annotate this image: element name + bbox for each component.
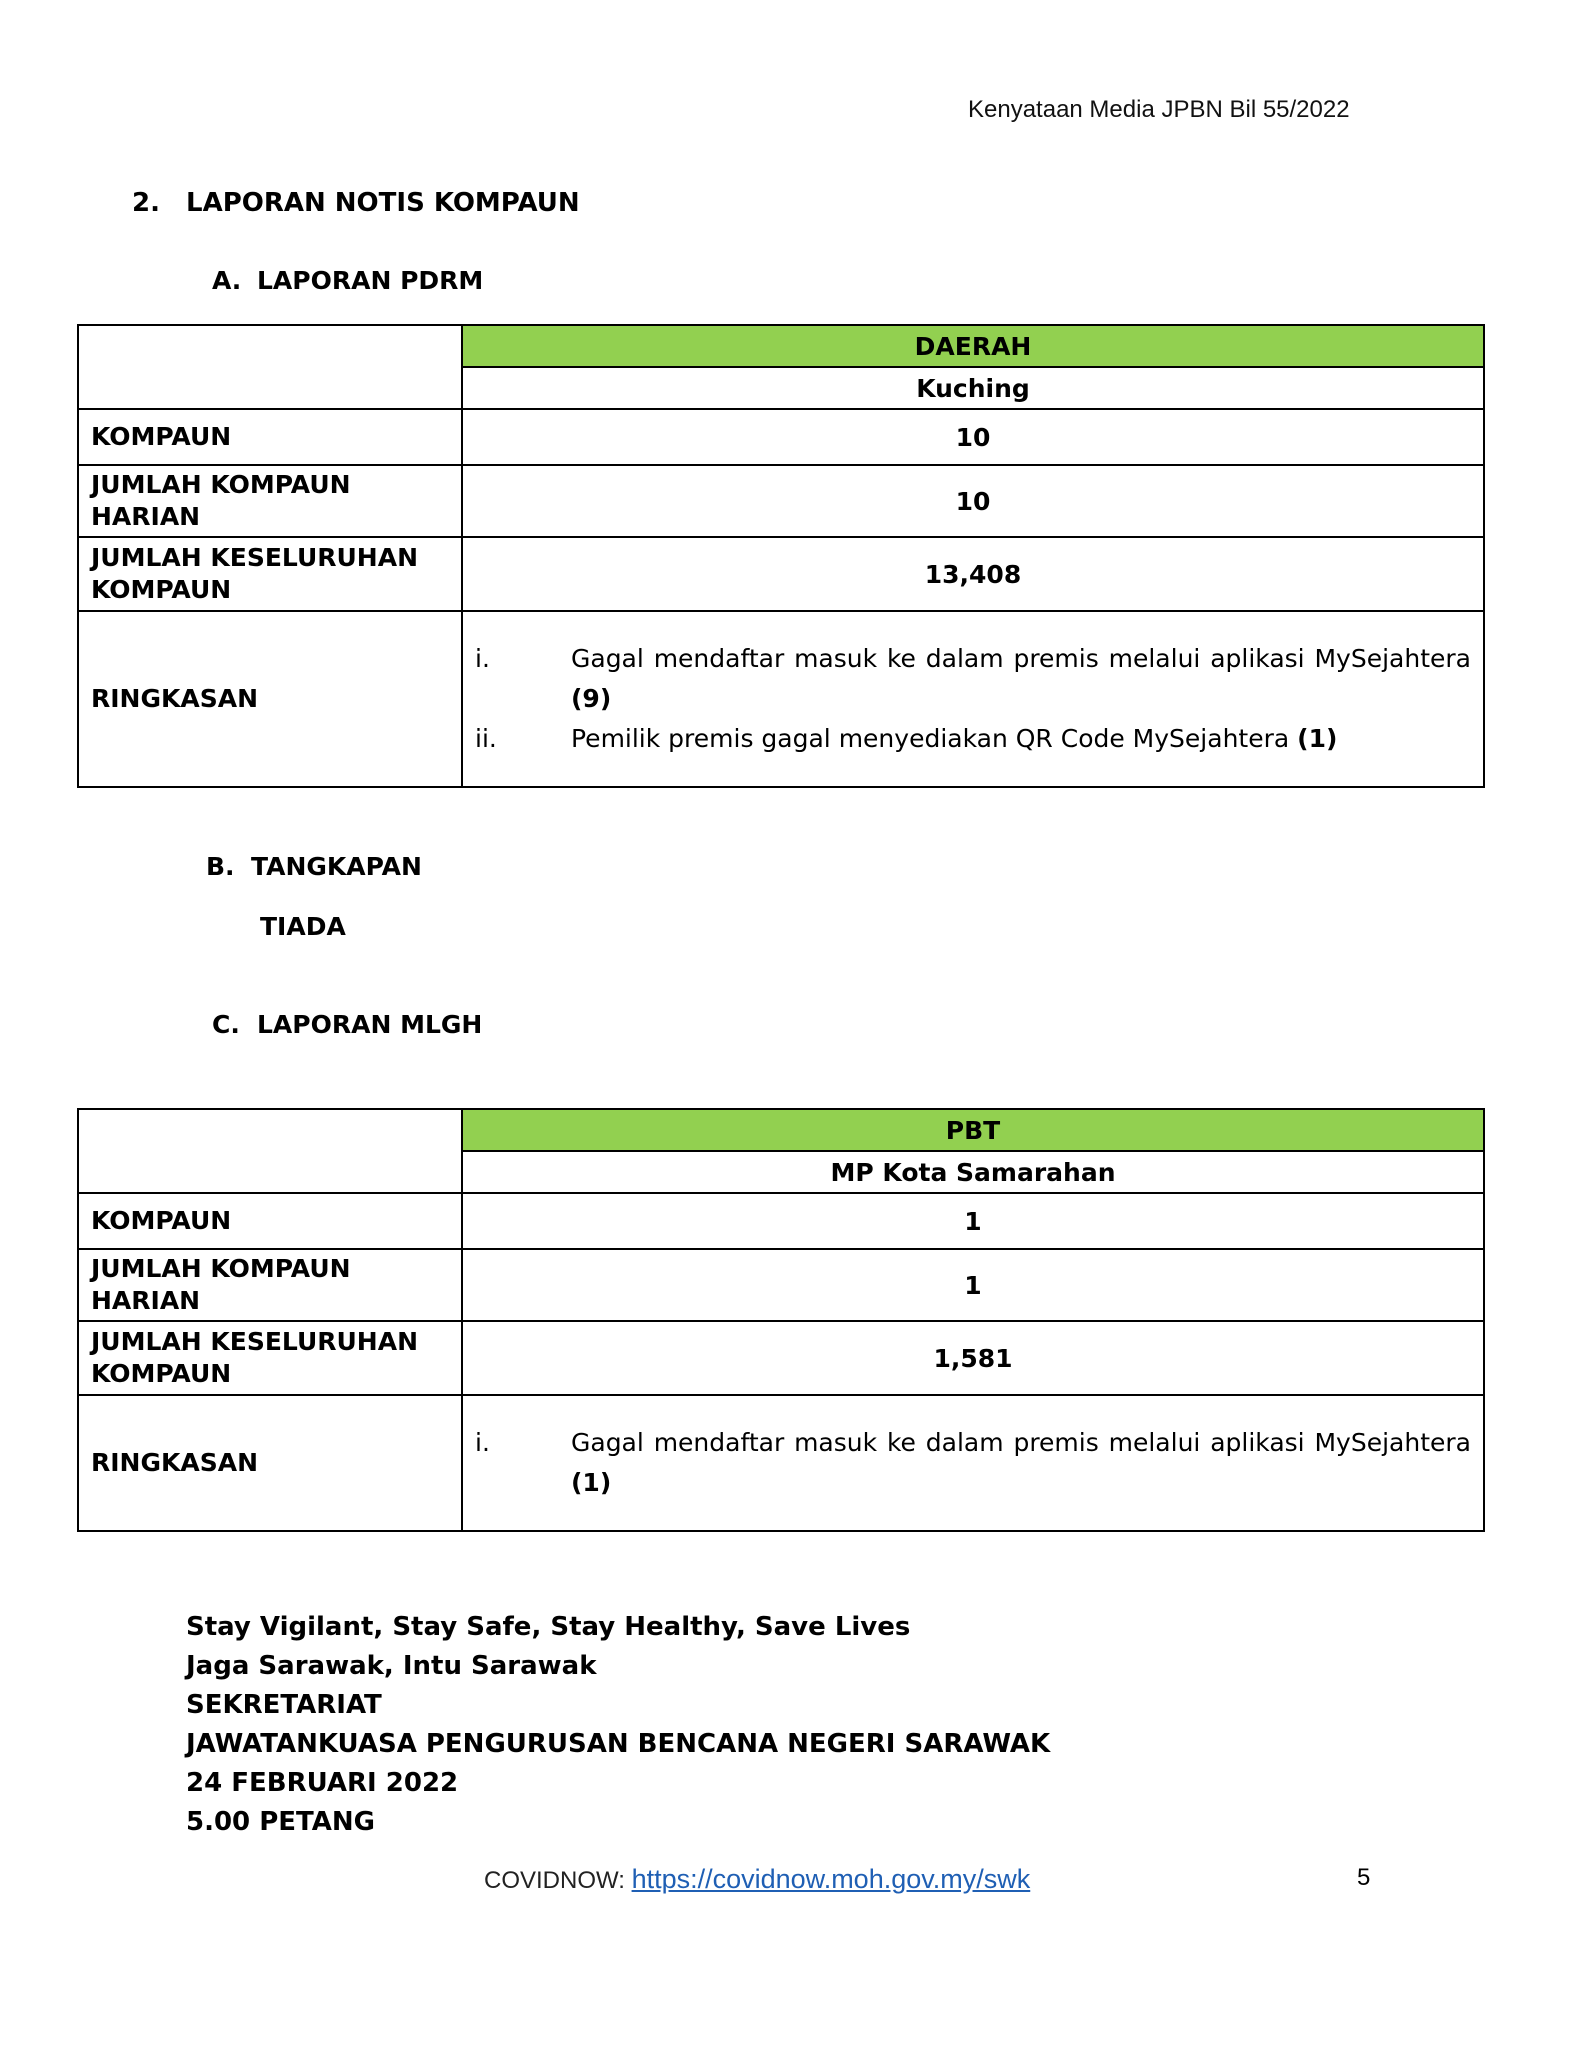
mlgh-group-header: PBT <box>462 1109 1484 1151</box>
pdrm-summary <box>462 611 1484 787</box>
label-line: JUMLAH KESELURUHAN <box>91 1327 419 1356</box>
summary-text <box>571 719 1471 759</box>
table-corner-cell <box>78 1109 462 1193</box>
closing-slogan: Stay Vigilant, Stay Safe, Stay Healthy, Save Lives <box>186 1612 911 1642</box>
pdrm-group-header: DAERAH <box>462 325 1484 367</box>
summary-text-body: Gagal mendaftar masuk ke dalam premis melalui aplikasi MySejahtera <box>571 1428 1471 1457</box>
pdrm-harian-label <box>78 465 462 537</box>
mlgh-ringkasan-label: RINGKASAN <box>78 1395 462 1531</box>
pdrm-kompaun-label: KOMPAUN <box>78 409 462 465</box>
mlgh-keseluruhan-value: 1,581 <box>462 1321 1484 1395</box>
header-reference: Kenyataan Media JPBN Bil 55/2022 <box>968 96 1350 123</box>
mlgh-title: LAPORAN MLGH <box>257 1010 483 1039</box>
label-line: KOMPAUN <box>91 575 232 604</box>
summary-text <box>571 639 1471 719</box>
summary-roman: i. <box>475 644 490 673</box>
pdrm-keseluruhan-value: 13,408 <box>462 537 1484 611</box>
pdrm-harian-value: 10 <box>462 465 1484 537</box>
label-line: KOMPAUN <box>91 1359 232 1388</box>
pdrm-heading <box>212 266 483 295</box>
label-line: JUMLAH KESELURUHAN <box>91 543 419 572</box>
summary-count: (1) <box>571 1468 612 1497</box>
mlgh-keseluruhan-label <box>78 1321 462 1395</box>
summary-count: (1) <box>1297 724 1338 753</box>
label-line: JUMLAH KOMPAUN <box>91 470 351 499</box>
summary-text <box>571 1423 1471 1503</box>
tangkapan-title: TANGKAPAN <box>251 852 422 881</box>
mlgh-harian-value: 1 <box>462 1249 1484 1321</box>
tangkapan-status: TIADA <box>260 912 346 941</box>
page-number: 5 <box>1357 1864 1371 1891</box>
pdrm-letter: A. <box>212 266 242 295</box>
mlgh-location: MP Kota Samarahan <box>462 1151 1484 1193</box>
covidnow-link[interactable]: https://covidnow.moh.gov.my/swk <box>631 1864 1031 1894</box>
closing-motto: Jaga Sarawak, Intu Sarawak <box>186 1651 597 1681</box>
mlgh-kompaun-label: KOMPAUN <box>78 1193 462 1249</box>
section-number: 2. <box>132 188 160 218</box>
closing-secretariat: SEKRETARIAT <box>186 1690 382 1720</box>
pdrm-title: LAPORAN PDRM <box>257 266 484 295</box>
summary-roman: i. <box>475 1428 490 1457</box>
pdrm-location: Kuching <box>462 367 1484 409</box>
mlgh-kompaun-value: 1 <box>462 1193 1484 1249</box>
section-title: LAPORAN NOTIS KOMPAUN <box>186 188 580 218</box>
closing-committee: JAWATANKUASA PENGURUSAN BENCANA NEGERI SARAWAK <box>186 1729 1051 1759</box>
mlgh-harian-label <box>78 1249 462 1321</box>
pdrm-ringkasan-label: RINGKASAN <box>78 611 462 787</box>
summary-count: (9) <box>571 684 612 713</box>
section-heading <box>132 188 580 218</box>
footer <box>484 1864 1030 1895</box>
summary-text-body: Gagal mendaftar masuk ke dalam premis melalui aplikasi MySejahtera <box>571 644 1471 673</box>
closing-time: 5.00 PETANG <box>186 1807 375 1837</box>
summary-item <box>475 1423 1471 1503</box>
summary-item <box>475 639 1471 719</box>
mlgh-table <box>77 1108 1485 1532</box>
table-corner-cell <box>78 325 462 409</box>
summary-item <box>475 719 1471 759</box>
mlgh-letter: C. <box>212 1010 240 1039</box>
mlgh-summary <box>462 1395 1484 1531</box>
mlgh-heading <box>212 1010 482 1039</box>
pdrm-keseluruhan-label <box>78 537 462 611</box>
closing-block <box>186 1608 1050 1842</box>
summary-text-body: Pemilik premis gagal menyediakan QR Code MySejahtera <box>571 724 1290 753</box>
summary-roman: ii. <box>475 724 497 753</box>
footer-label: COVIDNOW: <box>484 1867 625 1894</box>
pdrm-table <box>77 324 1485 788</box>
label-line: HARIAN <box>91 1286 201 1315</box>
closing-date: 24 FEBRUARI 2022 <box>186 1768 459 1798</box>
pdrm-kompaun-value: 10 <box>462 409 1484 465</box>
tangkapan-heading <box>206 852 422 881</box>
tangkapan-letter: B. <box>206 852 235 881</box>
label-line: HARIAN <box>91 502 201 531</box>
label-line: JUMLAH KOMPAUN <box>91 1254 351 1283</box>
